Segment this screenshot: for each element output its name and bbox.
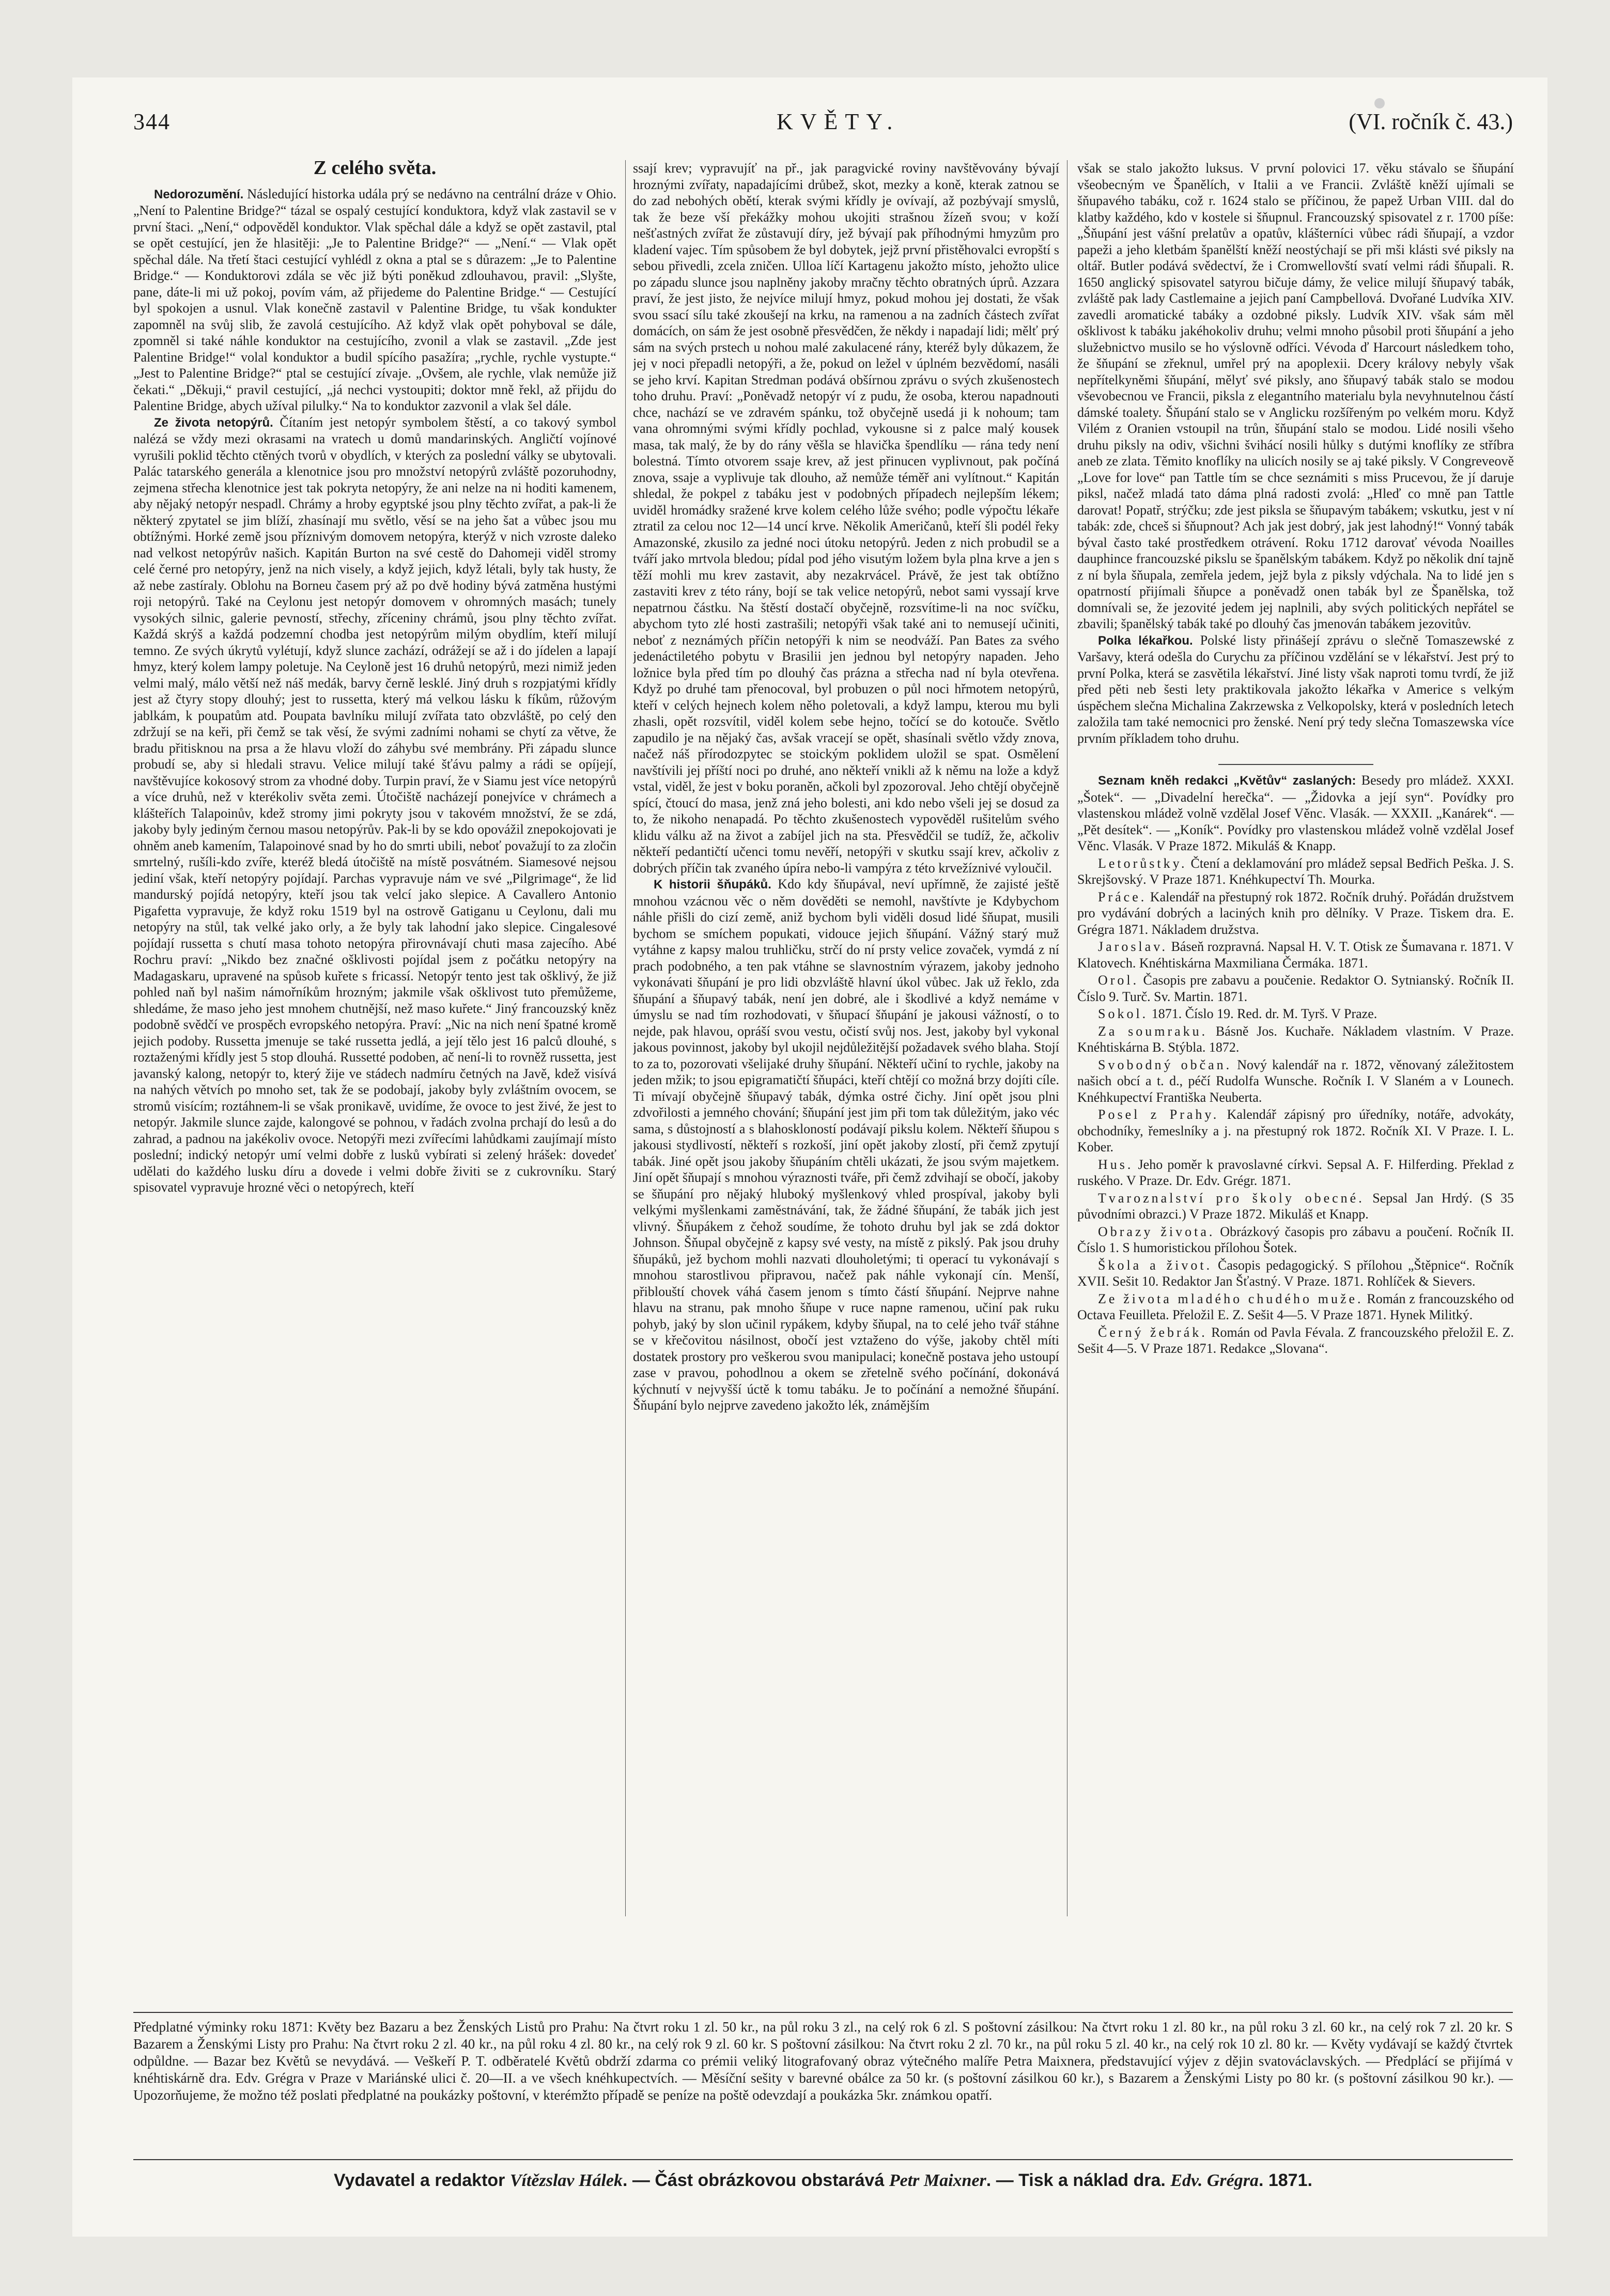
article-text: Následující historka udála prý se nedávno na centrální dráze v Ohio. „Není to Palentine Bridge?“ tázal se ospalý cestující konduktora, když vlak zastavil se v první štaci. „Není,“ odpověděl konduktor. Vlak spěchal dále a když se opět zastavil, ptal se opět cestující, jen že hlasitěji: „Je to Palentine Bridge?“ — „Není.“ — Vlak opět spěchal dále. Na třetí štaci cestující vyhlédl z okna a ptal se s důrazem: „Je to Palentine Bridge.“ — Konduktorovi zdála se věc již býti poněkud zdlouhavou, pravil: „Slyšte, pane, dáte-li mi už pokoj, povím vám, až přijedeme do Palentine Bridge.“ — Cestující byl spokojen a usnul. Vlak konečně zastavil v Palentine Bridge, tu však kondukter zapomněl na svůj slib, že zavolá cestujícího. Až když vlak opět pohyboval se dále, zpomněl si také náhle konduktor na cestujícího, zvonil a vlak se zastavil. „Zde jest Palentine Bridge!“ volal konduktor a budil spícího pasažíra; „rychle, rychle vystupte.“ „Jest to Palentine Bridge?“ ptal se cestující zívaje. „Ovšem, ale rychle, vlak nemůže již čekati.“ „Děkuji,“ pravil cestující, „já nechci vystoupiti; doktor mně řekl, až přijdu do Palentine Bridge, abych užíval pilulky.“ Na to konduktor zazvonil a vlak šel dále. bbox=[133, 186, 616, 413]
book-entry: Sokol. 1871. Číslo 19. Red. dr. M. Tyrš. V Praze. bbox=[1098, 1006, 1377, 1021]
book-entry: Práce. Kalendář na přestupný rok 1872. Ročník druhý. Pořádán družstvem pro vydávání dobrých a laciných knih pro dělníky. V Praze. Tiskem dra. E. Grégra 1871. Nákladem družstva. bbox=[1077, 889, 1514, 937]
artist-name: Petr Maixner bbox=[889, 2171, 986, 2190]
book-list-heading: Seznam kněh redakci „Květův“ zaslaných: Besedy pro mládež. XXXI. „Šotek“. — „Divadelní herečka“. — „Židovka a její syn“. Povídky pro vlastenskou mládež volně vzdělal Josef Věnc. Vlasák. — XXXII. „Kanárek“. — „Pět desítek“. — „Koník“. Povídky pro vlastenskou mládež volně vzdělal Josef Věnc. Vlasák. V Praze 1872. Mikuláš & Knapp. bbox=[1077, 773, 1514, 853]
column-3 bbox=[1077, 160, 1514, 2004]
book-entry: Letorůstky. Čtení a deklamování pro mládež sepsal Bedřich Peška. J. S. Skrejšovský. V Praze 1871. Knéhkupectví Th. Mourka. bbox=[1077, 855, 1514, 887]
article-paragraph bbox=[133, 414, 616, 1196]
paper-spot bbox=[1374, 98, 1385, 108]
article-text: Polské listy přinášejí zprávu o slečně Tomaszewské z Varšavy, která odešla do Curychu za příčinou vzdělání se v lékařství. Jest prý to první Polka, která se zasvětila lékařství. Jiné listy však naproti tomu tvrdí, že již před pěti neb šesti lety praktikovala jakožto lékařka v Americe s velkým úspěchem slečna Michalina Zakrzewska z Velkopolsky, která v posledních letech založila tam také nemocnici pro ženské. Není prý tedy slečna Tomaszewska více prvním příkladem toho druhu. bbox=[1077, 632, 1514, 746]
journal-title: KVĚTY. bbox=[777, 109, 900, 134]
book-entry: Hus. Jeho poměr k pravoslavné církvi. Sepsal A. F. Hilferding. Překlad z ruského. V Praze. Dr. Edv. Grégr. 1871. bbox=[1077, 1157, 1514, 1188]
printer-name: Edv. Grégra bbox=[1170, 2171, 1259, 2190]
column-2 bbox=[633, 160, 1059, 2004]
footer-rule bbox=[133, 2012, 1513, 2013]
article-paragraph bbox=[633, 160, 1059, 876]
newspaper-page bbox=[72, 77, 1547, 2237]
volume-issue: (VI. ročník č. 43.) bbox=[1349, 109, 1513, 134]
book-entry: Za soumraku. Básně Jos. Kuchaře. Nákladem vlastním. V Praze. Knéhtiskárna B. Stýbla. 1872. bbox=[1077, 1023, 1514, 1055]
book-entry: Tvaroznalství pro školy obecné. Sepsal Jan Hrdý. (S 35 původními obrazci.) V Praze 1872. Mikuláš et Knapp. bbox=[1077, 1190, 1514, 1222]
book-entry: Jaroslav. Báseň rozpravná. Napsal H. V. T. Otisk ze Šumavana r. 1871. V Klatovech. Knéhtiskárna Maxmiliana Čermáka. 1871. bbox=[1077, 939, 1514, 971]
article-text: Čítaním jest netopýr symbolem štěstí, a co takový symbol nalézá se vždy mezi okrasami na vratech u domů mandarinských. Angličtí vojínové vyrušili poklid těchto ctěných tvorů v obydlích, v kterých za poslední války se ubytovali. Palác tatarského generála a klenotnice jsou pro množství netopýrů zvláště pozoruhodny, zejmena střecha klenotnice jest tak pokryta netopýry, že ani nelze na ni hoditi kamenem, aby nějaký netopýr nespadl. Chrámy a hroby egyptské jsou plny těchto zvířat, a pak-li že některý zpytatel se jim blíží, zhasínají mu světlo, věsí se na jeho šat a vůbec jsou mu obtížnými. Horké země jsou příznivým domovem netopýra, kterýž v nich vzroste daleko nad velkost netopýrův našich. Kapitán Burton na své cestě do Dahomeji viděl stromy celé černé pro netopýry, jenž na nich visely, a když jejich, když létali, byly tak husty, že až nebe zastíraly. Oblohu na Borneu časem prý až po dvě hodiny bývá zatměna hustými roji netopýrů. Také na Ceylonu jest netopýr domovem v ohromných masách; tunely vysokých silnic, galerie pevností, střechy, zříceniny chrámů, jsou plny těchto zvířat. Každá skrýš a každá podzemní chodba jest netopýrům milým obydlím, kteří milují temno. Ze svých úkrytů vylétují, když slunce zachází, odrážejí se až i do jídelen a lapají hmyz, který kolem lampy poletuje. Na Ceyloně jest 16 druhů netopýrů, mezi nimiž jeden velmi malý, málo větší než náš medák, barvy černě lesklé. Jiný druh s rozpjatými křídly jest až čtyry stopy dlouhý; jest to russetta, který má velkou lásku k fíkům, růžovým jablkám, k poupatům atd. Poupata bavlníku milují zvířata tato obzvláště, po celý den zdržují se na keři, při čemž se tak věsí, že svými zadními nohami se chytí za větve, že bradu přitisknou na prsa a že hlavu vloží do záhybu své membrány. Při západu slunce probudí se, aby si hledali stravu. Velice milují také šťávu palmy a rádi se opíjejí, navštěvujíce kokosový strom za vhodné doby. Turpin praví, že v Siamu jest více netopýrů a více druhů, než v kterékoliv světa zemi. Útočiště nacházejí ponejvíce v chrámech a klášteřích Talapoinův, kdež stromy jimi pokryty jsou v takovém množství, že se zdá, jakoby byly jediným černou masou netopýrův. Pak-li by se kdo opovážil znepokojovati je ohněm aneb kamením, Talapoinové snad by ho do smrti ubili, neboť považují to za zločin smrtelný, rušíli-kdo zvíře, kteréž bledá útočiště na místě posvátném. Siamesové nejsou jediní však, kteří netopýry pojídají. Parchas vypravuje nám ve své „Pilgrimage“, že lid mandurský pojídá netopýry, kteří jsou tak velcí jako slepice. A Cavallero Antonio Pigafetta vypravuje, že když roku 1519 byl na ostrově Gatiganu u Ceylonu, dali mu netopýry na stůl, tak velké jako orly, a že byly tak lahodní jako slepice. Cingalesové pojídají russetta s chutí masa tohoto netopýra přirovnávají chuti masa zajecího. Abé Rochru praví: „Nikdo bez značné ošklivosti pojídal jsem z počátku netopýry na Madagaskaru, upravené na spůsob kuřete s fricassí. Netopýr tento jest tak ošklivý, že již pohled naň byl našim námořníkům hrozným; jakmile však ošklivost tuto přemůžeme, shledáme, že maso jeho jest mnohem chutnější, než maso kuřete.“ Jiný francouzský kněz podobně svědčí ve prospěch evropského netopýra. Praví: „Nic na nich není špatné kromě jejich podoby. Russetta jmenuje se také russetta jedlá, a její tělo jest 16 palců dlouhé, s roztaženými křídly jest 5 stop dlouhá. Russetté podoben, ač není-li to rovněž russetta, jest javanský kalong, netopýr to, který žije ve stádech nadmíru četných na Javě, kdež visívá na nahých větvích po mnoho set, tak že se podobají, jakoby byly zvláštním ovocem, se stromů visícím; roztáhnem-li se však pronikavě, uvidíme, že ovoce to jest živé, že jest to netopýr. Jakmile slunce zajde, kalongové se pohnou, v řadách zvolna prchají do lesů a do zahrad, a padnou na jakékoliv ovoce. Netopýři mezi zvířecími lahůdkami zaujímají místo poslední; indický netopýr umí velmi dobře z lusků vybírati si zelený hrášek: dovedeť udělati do každého lusku díru a dovede i velmi dobře živiti se z cukrovníku. Starý spisovatel vypravuje hrozné věci o netopýrech, kteří bbox=[133, 414, 616, 1195]
section-divider bbox=[1218, 764, 1373, 765]
book-entry: Obrazy života. Obrázkový časopis pro zábavu a poučení. Ročník II. Číslo 1. S humoristickou přílohou Šotek. bbox=[1077, 1224, 1514, 1255]
book-list bbox=[1077, 772, 1514, 1357]
subscription-terms: Předplatné výminky roku 1871: Květy bez Bazaru a bez Ženských Listů pro Prahu: Na čtvrt roku 1 zl. 50 kr., na půl roku 3 zl., na celý rok 6 zl. S poštovní zásilkou: Na čtvrt roku 1 zl. 80 kr., na půl roku 3 zl. 60 kr., na celý rok 7 zl. 20 kr. S Bazarem a Ženskými Listy pro Prahu: Na čtvrt roku 2 zl. 40 kr., na půl roku 4 zl. 80 kr., na celý rok 9 zl. 60 kr. S poštovní zásilkou: Na čtvrt roku 2 zl. 70 kr., na půl roku 5 zl. 40 kr., na celý rok 10 zl. 80 kr. — Květy vydávají se každý čtvrtek odpůldne. — Bazar bez Květů se nevydává. — Veškeří P. T. odběratelé Květů obdrží zdarma co prémii veliký litografovaný obraz výtečného malíře Petra Maixnera, představující výjev z dějin svatováclavských. — Předplácí se přijímá v knéhtiskárně dra. Edv. Grégra v Praze v Mariánské ulici č. 20—II. a ve všech knéhkupectvích. — Měsíční sešity v barevné obálce za 50 kr. (s poštovní zásilkou 60 kr.), s Bazarem a Ženskými Listy po 80 kr. (s poštovní zásilkou 90 kr.). — Upozorňujeme, že možno též poslati předplatné na poukázky poštovní, v kterémžto případě se peníze na poště odevzdají a poukázka 5kr. známkou opatří. bbox=[133, 2019, 1513, 2103]
article-paragraph bbox=[633, 876, 1059, 1414]
book-entry: Svobodný občan. Nový kalendář na r. 1872, věnovaný záležitostem našich obcí a t. d., péčí Rudolfa Wunsche. Ročník I. V Slaném a v Lounech. Knéhkupectví Františka Neuberta. bbox=[1077, 1057, 1514, 1105]
footer-rule bbox=[133, 2159, 1513, 2160]
book-entry: Posel z Prahy. Kalendář zápisný pro úředníky, notáře, advokáty, obchodníky, řemeslníky a j. na přestupný rok 1872. Ročník XI. V Praze. I. L. Kober. bbox=[1077, 1107, 1514, 1154]
article-text: ssají krev; vypravujíť na př., jak paragvické roviny navštěvovány bývají hroznými zvířaty, napadajícími drůbež, skot, mezky a koně, kterak zatnou se do zad nebohých obětí, kterak svými křídly je ovívají, až pozbývají smyslů, tak že beze vší překážky mohou ukojiti strašnou žízeň svou; v koží nešťastných zvířat že zůstavují díry, jež bývají pak příhodnými hmyzům pro kladení vajec. Tím spůsobem že byl dobytek, jejž první přistěhovalci evropští s sebou přivedli, zcela zničen. Ulloa líčí Kartagenu jakožto místo, jehožto ulice po západu slunce jsou naplněny jakoby mračny těchto obratných úprů. Azzara praví, že jest jisto, že nejvíce milují hmyz, pokud mohou jej dostati, že však svou ssací sílu také zkoušejí na krku, na ramenou a na zadních částech zvířat domácích, on sám že jest osobně přesvědčen, že někdy i napadají lidi; mělť prý sám na svých prstech u nohou malé zakulacené rány, kteréž byly důkazem, že jej v noci přepadli netopýři, a že, pokud on ležel v úplném bezvědomí, nasáli se jeho krví. Kapitan Stredman podává obšírnou zprávu o svých zkušenostech toho druhu. Praví: „Poněvadž netopýr ví z pudu, že osoba, kterou napadnouti chce, nachází se ve zdravém spánku, tož obyčejně usedá ji k nohoum; tam vana ohromnými svými křídly pochlad, vykousne si z palce malý kousek masa, tak malý, že by do rány věšla se hlavička špendlíku — rána tedy není bolestná. Tímto otvorem ssaje krev, až jest přinucen vyplivnout, pak počíná znova, ssaje a vyplivuje tak dlouho, až nemůže téměř ani vylítnout.“ Kapitán shledal, že pokpel z tabáku jest v podobných případech nejlepším lékem; uviděl hromádky sražené krve kolem celého lůže svého; podle výpočtu lékaře ztratil za celou noc 12—14 uncí krve. Několik Američanů, kteří šli podél řeky Amazonské, zkusilo za jedné noci útoku netopýrů. Jeden z nich probudil se a tváří jako mrtvola bledou; pídal pod jého visutým ložem byla plna krve a jen s těží mohli mu krev zastavit, aby nezakrvácel. Právě, že jest tak obtížno zastaviti krev z této rány, bojí se tak velice netopýrů, nebot sami vyssají krve nepatrnou částku. Na štěstí dostačí obyčejně, rozsvítime-li na noc svíčku, abychom tyto zlé hosti zastrašili; netopýři však také ani to nemusejí učiniti, neboť z neznámých příčin netopýři k nim se neodváží. Pan Bates za svého jedenáctiletého pobytu v Brasilii jen jednou byl netopýry napaden. Jeho ložnice byla před tím po dlouhý čas prázna a střecha nad ní byla otevřena. Když po druhé tam přenocoval, byl probuzen o půl noci hřmotem netopýrů, kteří v celých hejnech kolem něho poletovali, a když lampu, kterou mu byli zhasli, opět rozsvítil, viděl kolem sebe hejno, točící se do kotouče. Světlo zapudilo je na nějaký čas, avšak vracejí se opět, shasínali světlo vždy znova, načež náš přírodozpytec se stoickým poklidem uložil se spat. Osmělení navštívili jej příští noci po druhé, ano někteří vnikli až k němu na lože a když vstal, viděl, že jest v boku poraněn, ačkoli byl zpozoroval. Jeho chtějí obyčejně spící, čtoucí do masa, jenž zná jeho bolesti, ani kdo nebo všeli jej se dosud za to, že nikoho nenapadá. Po těchto zkušenostech vypověděl rušitelům svého klidu válku až na život a zabíjel jich na sta. Přesvědčil se tudíž, že, ačkoliv někteří pedantičtí učenci tomu nevěří, netopýři v skutku ssají krev, ačkoliv z dobrých příčin tak zvaného úpíra nebo-li vampýra z této krvežíznivé vyloučil. bbox=[633, 161, 1059, 876]
column-1 bbox=[133, 160, 616, 1994]
column-divider bbox=[625, 160, 626, 1916]
page-header bbox=[133, 108, 1513, 150]
article-keyword: K historii šňupáků. bbox=[654, 878, 771, 892]
article-text: však se stalo jakožto luksus. V první polovici 17. věku stávalo se šňupání všeobecným ve Španělích, v Italii a ve Francii. Zvláště kněží ujímali se šňupavého tabáku, což r. 1624 stalo se příčinou, že papež Urban VIII. dal do klatby každého, kdo v kostele si šňupnul. Francouzský spisovatel z r. 1700 píše: „Šňupání jest vášní prelatův a opatův, klášterníci vůbec rádi šňupají, a vzdor papeži a jeho kletbám španělští kněží neostýchají se při mši klásti své piksly na oltář. Butler podává svědectví, že i Cromwellovští svatí velmi rádi šňupali. R. 1650 anglický spisovatel satyrou bičuje dámy, že velice milují šňupavý tabák, zvláště pak lady Castlemaine a jejich paní Campbellová. Dvořané Ludvíka XIV. zavedli aromatické tabáky a ozdobné piksly. Ludvík XIV. však sám měl ošklivost k tabáku jakéhokoliv druhu; velmi mnoho působil proti šňupání a jeho služebnictvo musilo se ho výslovně odříci. Vévoda ď Harcourt následkem toho, že šňupání se zřeknul, umřel prý na apoplexii. Dcery královy nebyly však nepřítelkyněmi šňupání, mělyť své piksly, ano šňupavý tabák stalo se modou vševobecnou ve Francii, piksla z elegantního materialu byla nevyhnutelnou částí dámské toalety. Šňupání stalo se v Anglicku rozšířeným po velkém moru. Když Vilém z Oranien vstoupil na trůn, šňupání stalo se modou. Lidé nosili všeho druhu piksly na odiv, všichni švihácí nosili hůlky s dutými knoflíky ze stříbra aneb ze zlata. Těmito knoflíky na ulicích nosily se aj také piksly. V Congreveově „Love for love“ pan Tattle tím se chce seznámiti s miss Prucevou, že jí daruje piksl, načež mladá tato dáma plná radosti zvolá: „Hleď co mně pan Tattle darovat! Popatř, strýčku; zde jest piksla se šňupavým tabákem; vskutku, jest v ní tabák: zde, chceš si šňupnout? Ach jak jest dobrý, jak jest lahodný!“ Vonný tabák býval často také prostředkem otrávení. Roku 1712 darovať vévoda Noailles dauphince francouzské pikslu se španělským tabákem. Když po několik dní tajně z ní byla šňupala, zemřela jedem, jejž byla z piksly vdýchala. Na to lidé jen s opatrností přijímali šňupce a poněvadž onen tabák byl ze Španělska, tož domnívali se, že jezovité jedem jej naplnili, aby svých politických nepřátel se zbavili; španělský tabák také po dlouhý čas jmenován tabákem jezovitův. bbox=[1077, 161, 1514, 631]
book-entry: Škola a život. Časopis pedagogický. S přílohou „Štěpnice“. Ročník XVII. Sešit 10. Redaktor Jan Šťastný. V Praze. 1871. Rohlíček & Sievers. bbox=[1077, 1257, 1514, 1289]
article-keyword: Polka lékařkou. bbox=[1098, 633, 1193, 648]
article-paragraph bbox=[133, 186, 616, 414]
book-entry: Orol. Časopis pre zabavu a poučenie. Redaktor O. Sytnianský. Ročník II. Číslo 9. Turč. Sv. Martin. 1871. bbox=[1077, 973, 1514, 1004]
book-entry: Černý žebrák. Román od Pavla Févala. Z francouzského přeložil E. Z. Sešit 4—5. V Praze 1871. Redakce „Slovana“. bbox=[1077, 1324, 1514, 1356]
editor-name: Vítězslav Hálek bbox=[509, 2171, 623, 2190]
article-text: Kdo kdy šňupával, neví upřímně, že zajisté ještě mnohou vzácnou věc o něm dověděti se nemohl, navštívte je Kdybychom náhle přišli do cizí země, aniž bychom byli viděli dosud lidé šňupat, musili bychom se smíchem popukati, vidouce jejich šňupání. Vážný starý muž vytáhne z kapsy malou truhličku, strčí do ní prsty velice zovaček, vymdá z ní prach podobného, a ten pak vtáhne se slavnostním výrazem, jakoby jednoho vykonávati šňupání je pro lidi obzvláště hlavní úkol vůbec. Jak už řeklo, zda šňupání a šňupavý tabák, není jen dobré, ale i škodlivé a když nemáme v úmyslu se nad tím rozhodovati, v šňupací šňupání je jakousi vážností, o to nejde, pak hlavou, opráší svou vestu, očistí svůj nos. Jest, jakoby byl vykonal jakous povinnost, jakoby byl ukojil nejdůležitější požadavek svého blaha. Stojí to za to, pozorovati všelijaké druhy šňupání. Někteří učiní to rychle, jakoby na jeden mžik; to jsou epigramatičtí šňupáci, kteří chtějí co možná brzy dojíti cíle. Ti mívají obyčejně šňupavý tabák, dýmka ostré čichy. Jiní opět jsou plni zdvořilosti a jemného chování; šňupání jest jim při tom tak důležitým, jako véc sama, s důstojností a s blahoskloností podávají pikslu kolem. Někteří šňupou s jakousi stydlivostí, někteří s rozkoší, jiní opět jakoby zlostí, při čemž zpytují tabák. Jiné opět jsou jakoby šňupáním chtěli ukázati, že jsou svým majetkem. Jiní opět šňupají s mnohou výraznosti tváře, při čemž zdvihají se obočí, jakoby se šňupání pro nějaký hluboký myšlenkový vhled prospíval, jakoby byli velkými myšlenkami zaměstnávání, tak, že žádné šňupání, že tabák jich jest vlivný. Šňupákem z čehož soudíme, že tohoto druhu byl jak se zdá doktor Johnson. Šňupal obyčejně z kapsy své vesty, na místě z pikslý. Pak jsou druhy šňupáků, jež bychom mohli nazvati dlouholetými; ti operací tu vykonávají s mnohou starostlivou připravou, načež pak náhle vykonají cín. Menší, přiblouští chovek váhá časem jenom s tímto částí šňupání. Nejprve nahne hlavu na stranu, pak mnoho šňupe v ruce napne ramenou, učiní pak ruku pohyb, jaký by slon učinil rypákem, kdyby šňupal, na to celé jeho tvář stáhne se v křečovitou násilnost, obočí jest vztaženo do výše, jakoby chtěl míti dostatek prostory pro veškerou svou manipulaci; konečně postava jeho ustoupí zase v pravou, pohodlnou a okem se zřetelně svého počínání, dokonává kýchnutí v nejvyšší úctě k tomu tabáku. Je to počínání a nemožné šňupání. Šňupání bylo nejprve zavedeno jakožto lék, známějším bbox=[633, 877, 1059, 1413]
page-number: 344 bbox=[133, 109, 171, 134]
article-keyword: Nedorozumění. bbox=[154, 187, 244, 201]
article-keyword: Ze života netopýrů. bbox=[154, 415, 273, 430]
article-paragraph bbox=[1077, 632, 1514, 747]
book-entry: Ze života mladého chudého muže. Román z francouzského od Octava Feuilleta. Přeložil E. Z. Sešit 4—5. V Praze 1871. Hynek Militký. bbox=[1077, 1291, 1514, 1322]
section-title: Z celého světa. bbox=[313, 160, 437, 179]
article-paragraph bbox=[1077, 160, 1514, 632]
imprint-line: Vydavatel a redaktor Vítězslav Hálek. — Část obrázkovou obstarává Petr Maixner. — Tisk a náklad dra. Edv. Grégra. 1871. bbox=[334, 2170, 1312, 2190]
